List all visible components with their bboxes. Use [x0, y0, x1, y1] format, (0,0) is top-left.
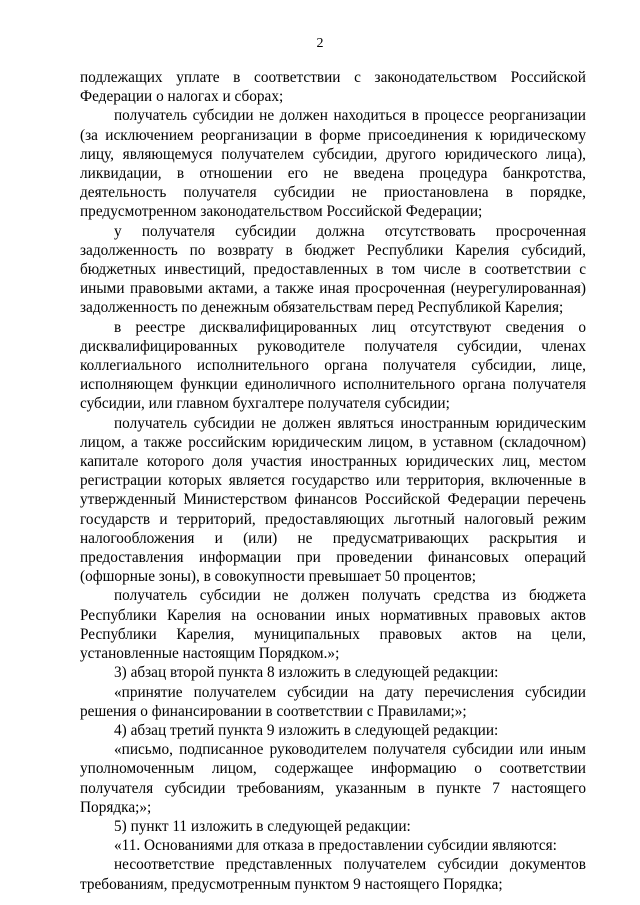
paragraph-item-3-text: «принятие получателем субсидии на дату перечисления субсидии решения о финансировании в соответствии с Правилами;»; [80, 683, 586, 720]
paragraph-refusal-reason: несоответствие представленных получателем субсидии документов требованиям, предусмотренным пунктом 9 настоящего Порядка; [80, 856, 586, 893]
paragraph-other-funding: получатель субсидии не должен получать средства из бюджета Республики Карелия на основании иных нормативных правовых актов Республики Карелия, муниципальных правовых актов на цели, установленные настоящим Порядком.»; [80, 587, 586, 663]
page-number: 2 [316, 36, 324, 51]
paragraph-continuation: подлежащих уплате в соответствии с законодательством Российской Федерации о налогах и сборах; [80, 69, 586, 106]
paragraph-item-3: 3) абзац второй пункта 8 изложить в следующей редакции: [114, 664, 499, 682]
paragraph-reorganization: получатель субсидии не должен находиться в процессе реорганизации (за исключением реорганизации в форме присоединения к юридическому лицу, являющемуся получателем субсидии, другого юридического лица), ликвидации, в отношении его не введена процедура банкротства, деятельность получателя субсидии не приостановлена в порядке, предусмотренном законодательством Российской Федерации; [80, 107, 586, 221]
paragraph-foreign-entity: получатель субсидии не должен являться иностранным юридическим лицом, а также российским юридическим лицом, в уставном (складочном) капитале которого доля участия иностранных юридических лиц, местом регистрации которых является государство или территория, включенные в утвержденный Министерством финансов Российской Федерации перечень государств и территорий, предоставляющих льготный налоговый режим налогообложения и (или) не предусматривающих раскрытия и предоставления информации при проведении финансовых операций (офшорные зоны), в совокупности превышает 50 процентов; [80, 414, 586, 586]
document-body [80, 68, 586, 894]
paragraph-item-4: 4) абзац третий пункта 9 изложить в следующей редакции: [114, 721, 499, 739]
paragraph-item-5: 5) пункт 11 изложить в следующей редакции: [114, 817, 411, 835]
paragraph-item-4-text: «письмо, подписанное руководителем получателя субсидии или иным уполномоченным лицом, содержащее информацию о соответствии получателя субсидии требованиям, указанным в пункте 7 настоящего Порядка;»; [80, 741, 586, 816]
paragraph-disqualified-registry: в реестре дисквалифицированных лиц отсутствуют сведения о дисквалифицированных руководителе получателя субсидии, членах коллегиального исполнительного органа получателя субсидии, лице, исполняющем функции единоличного исполнительного органа получателя субсидии, или главном бухгалтере получателя субсидии; [80, 318, 586, 413]
paragraph-debt: у получателя субсидии должна отсутствовать просроченная задолженность по возврату в бюджет Республики Карелия субсидий, бюджетных инвестиций, предоставленных в том числе в соответствии с иными правовыми актами, а также иная просроченная (неурегулированная) задолженность по денежным обязательствам перед Республикой Карелия; [80, 222, 586, 317]
paragraph-clause-11: «11. Основаниями для отказа в предоставлении субсидии являются: [114, 837, 557, 855]
